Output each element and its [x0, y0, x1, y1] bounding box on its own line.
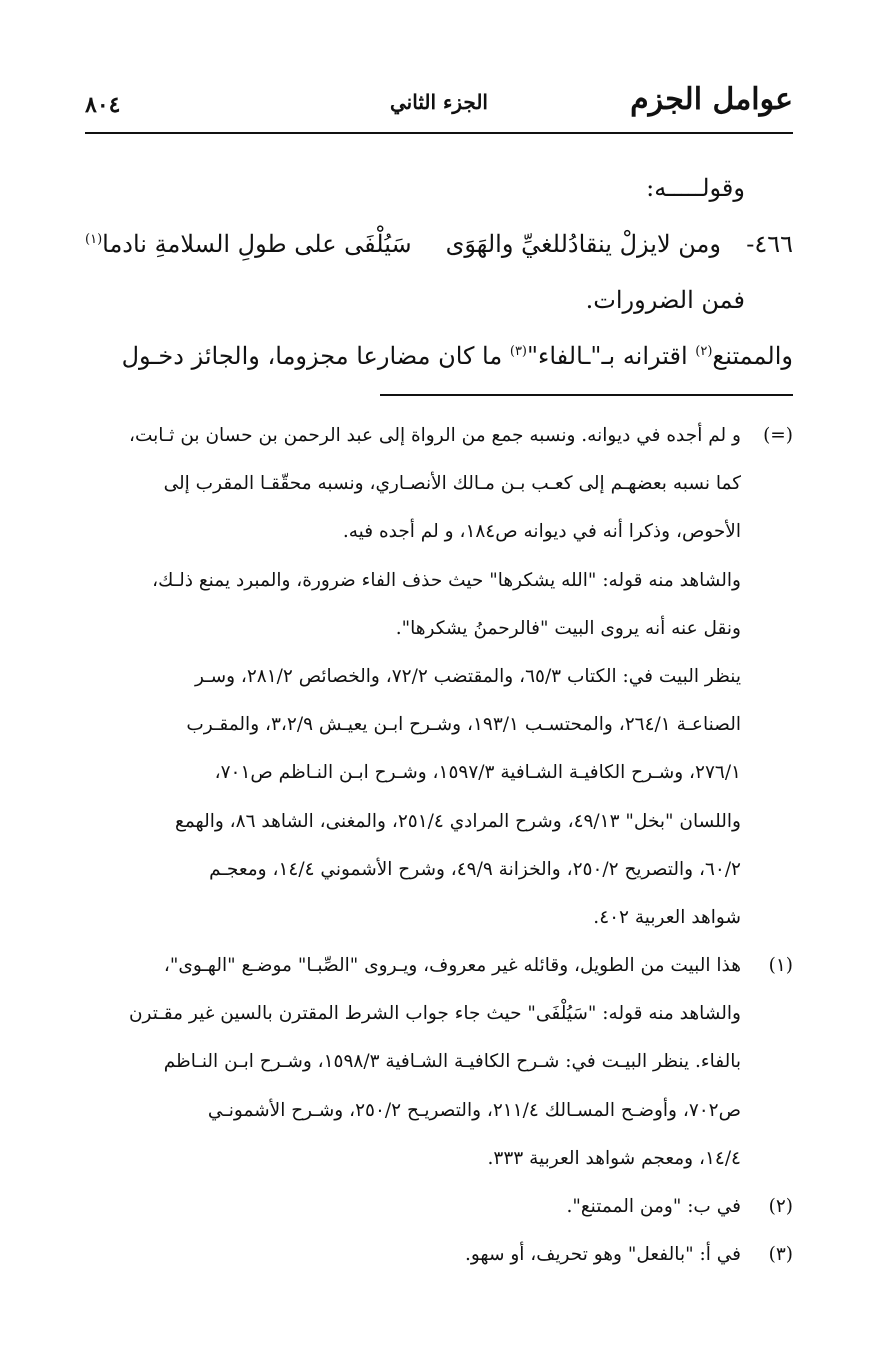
footnote-marker: (=) [763, 425, 793, 446]
volume-label: الجزء الثاني [390, 90, 488, 114]
verse-number: ٤٦٦- [746, 230, 793, 258]
text-segment: ما كان مضارعا مجزوما، والجائز دخـول [121, 342, 510, 370]
text-line: فمن الضرورات. [585, 286, 745, 314]
footnotes [85, 412, 793, 1279]
footnote-line: في ب: "ومن الممتنع". [566, 1196, 741, 1217]
main-text [85, 160, 793, 384]
running-header [85, 80, 793, 130]
footnote-line: ١٤/٤، ومعجم شواهد العربية ٣٣٣. [487, 1147, 741, 1169]
footnote-line: الأحوص، وذكرا أنه في ديوانه ص١٨٤، و لم أجده فيه. [342, 521, 741, 543]
footnote-line: ونقل عنه أنه يروى البيت "فالرحمنُ يشكرها". [395, 617, 741, 639]
footnote-line: هذا البيت من الطويل، وقائله غير معروف، ويـروى "الصِّبـا" موضـع "الهـوى"، [163, 955, 741, 977]
text-segment: اقترانه بـ"ـالفاء" [527, 342, 696, 370]
footnote-line: ص٧٠٢، وأوضـح المسـالك ٢١١/٤، والتصريـح ٢٥٠/٢، وشـرح الأشمونـي [207, 1099, 741, 1121]
text-line [85, 328, 793, 384]
verse-first-hemistich: ومن لايزلْ ينقادُللغيِّ والهَوَى [445, 230, 721, 258]
footnote-ref-1[interactable]: (١) [85, 232, 103, 247]
footnote-continued [85, 412, 793, 942]
footnote-line: ينظر البيت في: الكتاب ٦٥/٣، والمقتضب ٧٢/٢، والخصائص ٢٨١/٢، وسـر [194, 665, 741, 687]
footnote-marker: (١) [768, 955, 793, 977]
chapter-title: عوامل الجزم [630, 82, 793, 117]
footnote-line: و لم أجده في ديوانه. ونسبه جمع من الرواة إلى عبد الرحمن بن حسان بن ثـابت، [128, 425, 741, 446]
verse-second-hemistich [85, 216, 412, 272]
verse-second-hemistich-text: سَيُلْفَى على طولِ السلامةِ نادما [102, 230, 412, 258]
footnote-ref-2[interactable]: (٢) [695, 344, 713, 359]
footnote-line: بالفاء. ينظر البيـت في: شـرح الكافيـة الشـافية ١٥٩٨/٣، وشـرح ابـن النـاظم [163, 1051, 741, 1073]
footnote-ref-3[interactable]: (٣) [509, 344, 527, 359]
footnote-line: في أ: "بالفعل" وهو تحريف، أو سهو. [464, 1244, 741, 1266]
verse-line [85, 216, 793, 272]
footnote-line: ٢٧٦/١، وشـرح الكافيـة الشـافية ١٥٩٧/٣، وشـرح ابـن النـاظم ص٧٠١، [214, 762, 741, 784]
footnote-line: الصناعـة ٢٦٤/١، والمحتسـب ١٩٣/١، وشـرح ابـن يعيـش ٣،٢/٩، والمقـرب [186, 714, 741, 736]
footnote-line: شواهد العربية ٤٠٢. [593, 906, 741, 928]
footnote-line: والشاهد منه قوله: "سَيُلْفَى" حيث جاء جواب الشرط المقترن بالسين غير مقـترن [128, 1003, 741, 1025]
footnote-marker: (٣) [768, 1244, 793, 1266]
footnote-line: واللسان "بخل" ٤٩/١٣، وشرح المرادي ٢٥١/٤، والمغنى، الشاهد ٨٦، والهمع [175, 810, 741, 832]
footnote-line: والشاهد منه قوله: "الله يشكرها" حيث حذف الفاء ضرورة، والمبرد يمنع ذلـك، [152, 569, 741, 591]
footnote-separator [380, 394, 793, 396]
footnote-marker: (٢) [768, 1196, 793, 1217]
footnote-line: ٦٠/٢، والتصريح ٢٥٠/٢، والخزانة ٤٩/٩، وشرح الأشموني ١٤/٤، ومعجـم [209, 858, 741, 880]
text-segment: والممتنع [712, 342, 793, 370]
footnote-2 [85, 1183, 793, 1231]
footnote-1 [85, 942, 793, 1183]
page-number: ٨٠٤ [85, 92, 121, 118]
footnote-3 [85, 1231, 793, 1279]
intro-line: وقولـــــه: [646, 174, 745, 202]
header-rule [85, 132, 793, 134]
footnote-line: كما نسبه بعضهـم إلى كعـب بـن مـالك الأنصـاري، ونسبه محقّقـا المقرب إلى [163, 473, 741, 495]
